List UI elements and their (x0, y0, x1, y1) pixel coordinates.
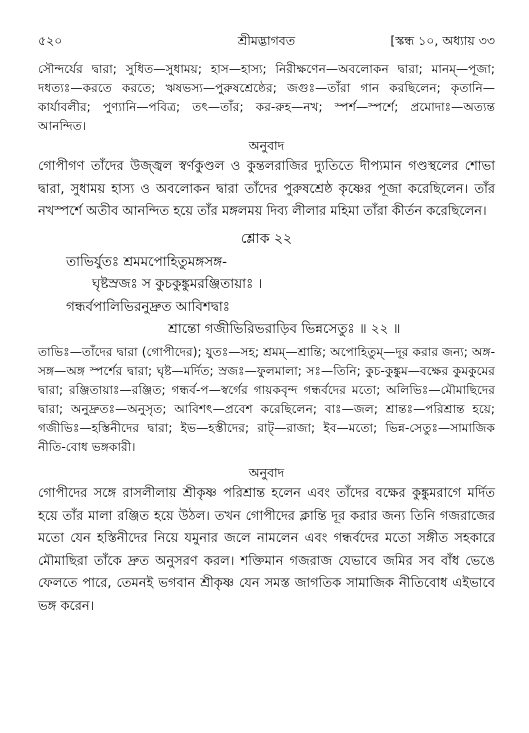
verse-line-1: তাভির্যুতঃ শ্রমমপোহিতুমঙ্গসঙ্গ- (66, 253, 227, 270)
verse-block (38, 251, 495, 341)
translation-heading-1: অনুবাদ (248, 138, 285, 154)
synonyms: তাভিঃ—তাঁদের দ্বারা (গোপীদের); যুতঃ—সহ; শ্রমম্—শ্রান্তি; অপোহিতুম্—দূর করার জন্য; অঙ্গ-সঙ্গ—অঙ্গ স্পর্শের দ্বারা; ঘৃষ্ট—মর্দিত; স্রজঃ—ফুলমালা; সঃ—তিনি; কুচ-কুঙ্কুম—বক্ষের কুমকুমের দ্বারা; রঞ্জিতায়াঃ—রঞ্জিত; গন্ধর্ব-প—স্বর্গের গায়কবৃন্দ গন্ধর্বদের মতো; অলিভিঃ—মৌমাছিদের দ্বারা; অনুদ্রুতঃ—অনুসৃত; আবিশৎ—প্রবেশ করেছিলেন; বাঃ—জল; শ্রান্তঃ—পরিশ্রান্ত হয়ে; গজীভিঃ—হস্তিনীদের দ্বারা; ইভ—হস্তীদের; রাট্—রাজা; ইব—মতো; ভিন্ন-সেতুঃ—সামাজিক নীতি-বোধ ভঙ্গকারী। (38, 344, 495, 455)
verse-title: শ্লোক ২২ (240, 230, 293, 247)
book-title: শ্রীমদ্ভাগবত (237, 33, 296, 48)
verse-line-3: গন্ধর্বপালিভিরনুদ্রুত আবিশদ্বাঃ (66, 298, 230, 315)
verse-line-2: ঘৃষ্টস্রজঃ স কুচকুঙ্কুমরঞ্জিতায়াঃ । (92, 276, 263, 293)
page-header (38, 33, 495, 53)
page-number: ৫২০ (38, 33, 63, 48)
translation-heading-2: অনুবাদ (248, 465, 285, 481)
previous-synonyms: সৌন্দর্যের দ্বারা; সুধিত—সুধাময়; হাস—হাস্য; নিরীক্ষণেন—অবলোকন দ্বারা; মানম্—পূজা; দধত্যঃ—করতে করতে; ঋষভস্য—পুরুষশ্রেষ্ঠের; জগুঃ—তাঁরা গান করছিলেন; কৃতানি—কার্যাবলীর; পুণ্যানি—পবিত্র; তৎ—তাঁর; কর-রুহ—নখ; স্পর্শ—স্পর্শে; প্রমোদাঃ—অত্যন্ত আনন্দিত। (38, 62, 495, 134)
page-body (38, 60, 495, 618)
chapter-reference: [স্কন্ধ ১০, অধ্যায় ৩৩ (390, 33, 495, 48)
verse-line-4: শ্রান্তো গজীভিরিভরাড়িব ভিন্নসেতুঃ ॥ ২২ ॥ (168, 321, 401, 338)
translation-text-2: গোপীদের সঙ্গে রাসলীলায় শ্রীকৃষ্ণ পরিশ্রান্ত হলেন এবং তাঁদের বক্ষের কুঙ্কুমরাগে মর্দিত হয়ে তাঁর মালা রঞ্জিত হয়ে উঠল। তখন গোপীদের ক্লান্তি দূর করার জন্য তিনি গজরাজের মতো যেন হস্তিনীদের নিয়ে যমুনার জলে নামলেন এবং গন্ধর্বদের মতো সঙ্গীত সহকারে মৌমাছিরা তাঁকে দ্রুত অনুসরণ করল। শক্তিমান গজরাজ যেভাবে জমির সব বাঁধ ভেঙে ফেলতে পারে, তেমনই ভগবান শ্রীকৃষ্ণ যেন সমস্ত জাগতিক সামাজিক নীতিবোধ এইভাবে ভঙ্গ করেন। (38, 486, 495, 614)
translation-text-1: গোপীগণ তাঁদের উজ্জ্বল স্বর্ণকুণ্ডল ও কুন্তলরাজির দ্যুতিতে দীপ্যমান গণ্ডস্থলের শোভা দ্বারা, সুধাময় হাস্য ও অবলোকন দ্বারা তাঁদের পুরুষশ্রেষ্ঠ কৃষ্ণের পূজা করেছিলেন। তাঁর নখস্পর্শে অতীব আনন্দিত হয়ে তাঁর মঙ্গলময় দিব্য লীলার মহিমা তাঁরা কীর্তন করেছিলেন। (38, 159, 495, 220)
